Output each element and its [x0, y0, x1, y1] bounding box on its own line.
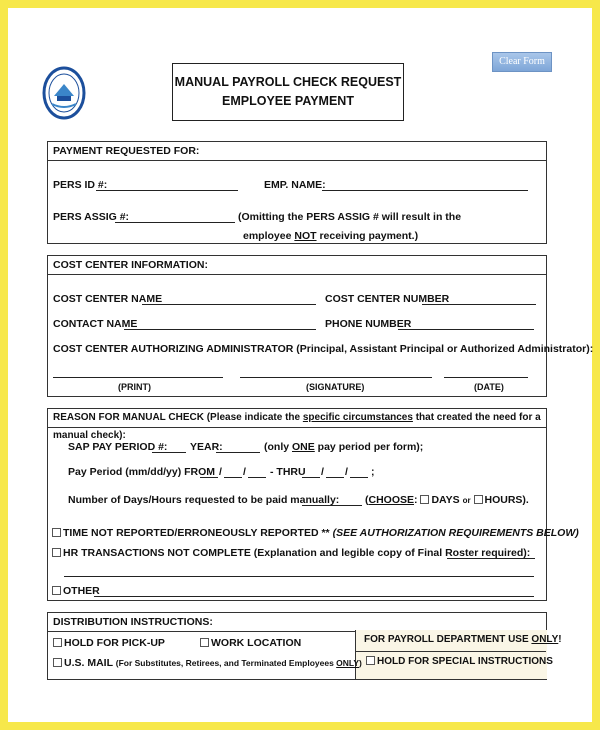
- cost-center-heading: COST CENTER INFORMATION:: [48, 256, 546, 275]
- thru-day-field[interactable]: [326, 477, 344, 478]
- thru-slash-2: /: [345, 466, 348, 478]
- hold-pickup-option: HOLD FOR PICK-UP: [53, 637, 165, 649]
- from-slash-2: /: [243, 466, 246, 478]
- thru-label: - THRU: [270, 466, 306, 478]
- date-caption: (DATE): [474, 382, 504, 392]
- phone-number-field[interactable]: [398, 329, 534, 330]
- pers-id-field[interactable]: [96, 190, 238, 191]
- phone-number-label: PHONE NUMBER: [325, 318, 412, 330]
- days-checkbox[interactable]: [420, 495, 429, 504]
- form-subtitle: EMPLOYEE PAYMENT: [222, 94, 354, 108]
- signature-caption: (SIGNATURE): [306, 382, 365, 392]
- from-day-field[interactable]: [224, 477, 242, 478]
- cost-center-name-label: COST CENTER NAME: [53, 293, 163, 305]
- thru-year-field[interactable]: [350, 477, 368, 478]
- emp-name-field[interactable]: [322, 190, 528, 191]
- cost-center-number-field[interactable]: [422, 304, 536, 305]
- cost-center-name-field[interactable]: [142, 304, 316, 305]
- pers-assig-label: PERS ASSIG #:: [53, 211, 130, 223]
- thru-month-field[interactable]: [302, 477, 320, 478]
- admin-signature-field[interactable]: [240, 377, 432, 378]
- form-title: MANUAL PAYROLL CHECK REQUEST: [174, 75, 402, 89]
- school-district-seal-logo: [42, 66, 86, 120]
- hr-transactions-checkbox[interactable]: [52, 548, 61, 557]
- other-checkbox[interactable]: [52, 586, 61, 595]
- time-not-reported-option: TIME NOT REPORTED/ERRONEOUSLY REPORTED ** (SEE AUTHORIZATION REQUIREMENTS BELOW): [52, 527, 579, 539]
- time-not-reported-checkbox[interactable]: [52, 528, 61, 537]
- reason-heading: REASON FOR MANUAL CHECK (Please indicate the specific circumstances that created the need for a manual check):: [48, 409, 546, 428]
- choose-group: (CHOOSE: DAYS or HOURS).: [365, 494, 529, 506]
- other-option: OTHER: [52, 585, 100, 597]
- one-period-note: (only ONE pay period per form);: [264, 441, 424, 453]
- clear-form-button[interactable]: Clear Form: [492, 52, 552, 72]
- special-instructions-option: HOLD FOR SPECIAL INSTRUCTIONS: [366, 656, 553, 667]
- special-instructions-checkbox[interactable]: [366, 656, 375, 665]
- us-mail-option: U.S. MAIL (For Substitutes, Retirees, and Terminated Employees ONLY): [53, 657, 362, 669]
- payroll-use-label: FOR PAYROLL DEPARTMENT USE ONLY!: [364, 634, 562, 645]
- sap-pay-period-field[interactable]: [152, 452, 186, 453]
- emp-name-label: EMP. NAME:: [264, 179, 326, 191]
- payroll-divider: [355, 651, 546, 652]
- work-location-option: WORK LOCATION: [200, 637, 301, 649]
- from-month-field[interactable]: [200, 477, 218, 478]
- other-field[interactable]: [94, 596, 534, 597]
- from-slash-1: /: [219, 466, 222, 478]
- hours-checkbox[interactable]: [474, 495, 483, 504]
- print-caption: (PRINT): [118, 382, 151, 392]
- from-year-field[interactable]: [248, 477, 266, 478]
- sap-pay-period-label: SAP PAY PERIOD #:: [68, 441, 168, 453]
- form-title-box: [172, 63, 404, 121]
- admin-date-field[interactable]: [444, 377, 528, 378]
- pers-assig-field[interactable]: [115, 222, 235, 223]
- days-hours-label: Number of Days/Hours requested to be paid manually:: [68, 494, 340, 506]
- year-label: YEAR:: [190, 441, 223, 453]
- work-location-checkbox[interactable]: [200, 638, 209, 647]
- pers-id-label: PERS ID #:: [53, 179, 108, 191]
- cost-center-number-label: COST CENTER NUMBER: [325, 293, 450, 305]
- hr-explanation-field[interactable]: [447, 558, 535, 559]
- hr-explanation-field-2[interactable]: [64, 576, 534, 577]
- contact-name-label: CONTACT NAME: [53, 318, 138, 330]
- payment-heading: PAYMENT REQUESTED FOR:: [48, 142, 546, 161]
- admin-label: COST CENTER AUTHORIZING ADMINISTRATOR (Principal, Assistant Principal or Authorized Administrator):: [53, 343, 594, 355]
- pay-period-label: Pay Period (mm/dd/yy) FROM: [68, 466, 216, 478]
- days-hours-field[interactable]: [302, 505, 362, 506]
- year-field[interactable]: [216, 452, 260, 453]
- pers-assig-note: (Omitting the PERS ASSIG # will result in the: [238, 211, 462, 223]
- admin-print-field[interactable]: [53, 377, 223, 378]
- pers-assig-note-2: employee NOT receiving payment.): [243, 230, 419, 242]
- us-mail-checkbox[interactable]: [53, 658, 62, 667]
- contact-name-field[interactable]: [124, 329, 316, 330]
- thru-slash-1: /: [321, 466, 324, 478]
- hr-transactions-option: HR TRANSACTIONS NOT COMPLETE (Explanation and legible copy of Final Roster required):: [52, 547, 530, 559]
- distribution-heading: DISTRIBUTION INSTRUCTIONS:: [48, 613, 546, 632]
- hold-pickup-checkbox[interactable]: [53, 638, 62, 647]
- payment-section: [47, 141, 547, 244]
- pay-period-semicolon: ;: [371, 466, 375, 478]
